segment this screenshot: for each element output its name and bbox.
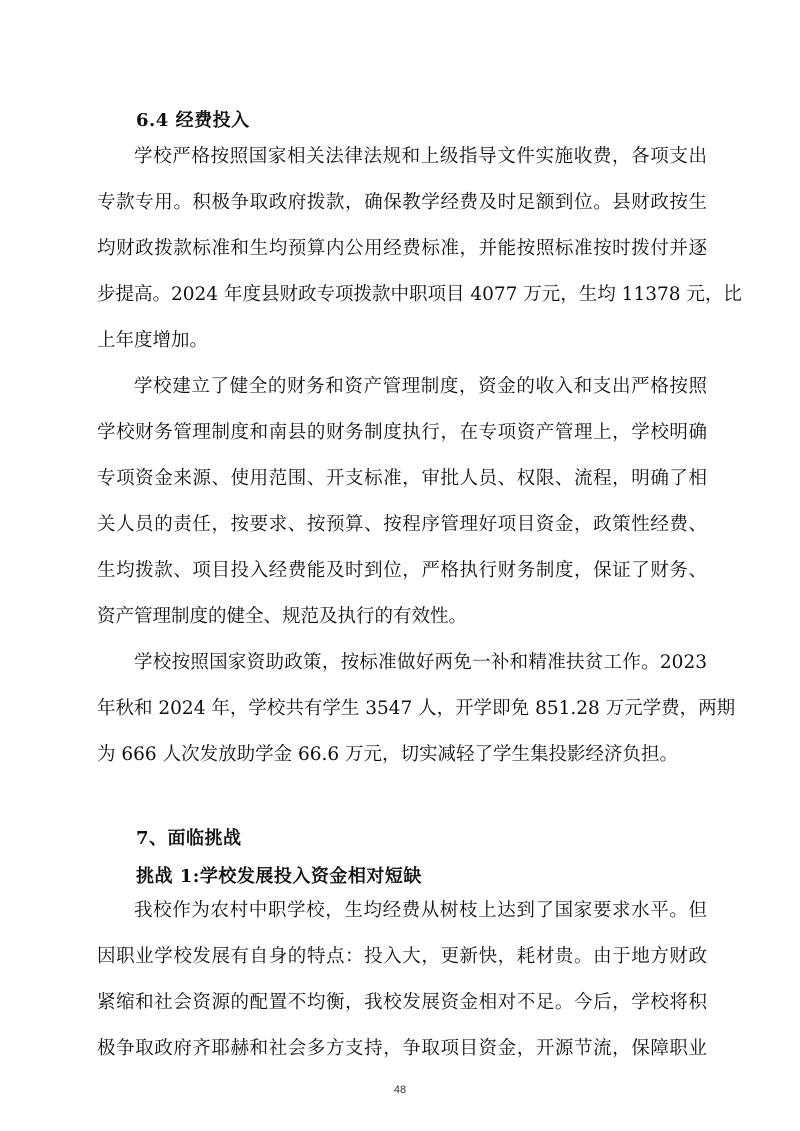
- paragraph-line: 步提高。2024 年度县财政专项拨款中职项目 4077 万元，生均 11378 元，比: [97, 284, 742, 305]
- paragraph-line: 关人员的责任，按要求、按预算、按程序管理好项目资金，政策性经费、: [97, 514, 707, 535]
- paragraph-line: 学校建立了健全的财务和资产管理制度，资金的收入和支出严格按照: [134, 376, 707, 397]
- paragraph-line: 专项资金来源、使用范围、开支标准，审批人员、权限、流程，明确了相: [97, 468, 707, 489]
- paragraph-line: 上年度增加。: [97, 330, 209, 351]
- paragraph-line: 生均拨款、项目投入经费能及时到位，严格执行财务制度，保证了财务、: [97, 560, 707, 581]
- section-heading-funding: 6.4 经费投入: [136, 110, 250, 131]
- paragraph-line: 学校财务管理制度和南县的财务制度执行，在专项资产管理上，学校明确: [97, 422, 707, 443]
- page-number: 48: [393, 1084, 407, 1096]
- subheading-challenge-1: 挑战 1:学校发展投入资金相对短缺: [136, 866, 422, 887]
- paragraph-line: 因职业学校发展有自身的特点：投入大，更新快，耗材贵。由于地方财政: [97, 946, 707, 967]
- paragraph-line: 年秋和 2024 年，学校共有学生 3547 人，开学即免 851.28 万元学费，两期: [97, 698, 736, 719]
- paragraph-line: 极争取政府齐耶赫和社会多方支持，争取项目资金，开源节流，保障职业: [97, 1038, 707, 1059]
- paragraph-line: 紧缩和社会资源的配置不均衡，我校发展资金相对不足。今后，学校将积: [97, 992, 707, 1013]
- section-heading-challenges: 7、面临挑战: [136, 828, 242, 849]
- paragraph-line: 均财政拨款标准和生均预算内公用经费标准，并能按照标准按时拨付并逐: [97, 238, 707, 259]
- paragraph-line: 专款专用。积极争取政府拨款，确保教学经费及时足额到位。县财政按生: [97, 192, 707, 213]
- paragraph-line: 学校严格按照国家相关法律法规和上级指导文件实施收费，各项支出: [134, 146, 707, 167]
- paragraph-line: 学校按照国家资助政策，按标准做好两免一补和精准扶贫工作。2023: [134, 652, 707, 673]
- paragraph-line: 我校作为农村中职学校，生均经费从树枝上达到了国家要求水平。但: [134, 900, 707, 921]
- paragraph-line: 资产管理制度的健全、规范及执行的有效性。: [97, 606, 468, 627]
- paragraph-line: 为 666 人次发放助学金 66.6 万元，切实减轻了学生集投影经济负担。: [97, 744, 679, 765]
